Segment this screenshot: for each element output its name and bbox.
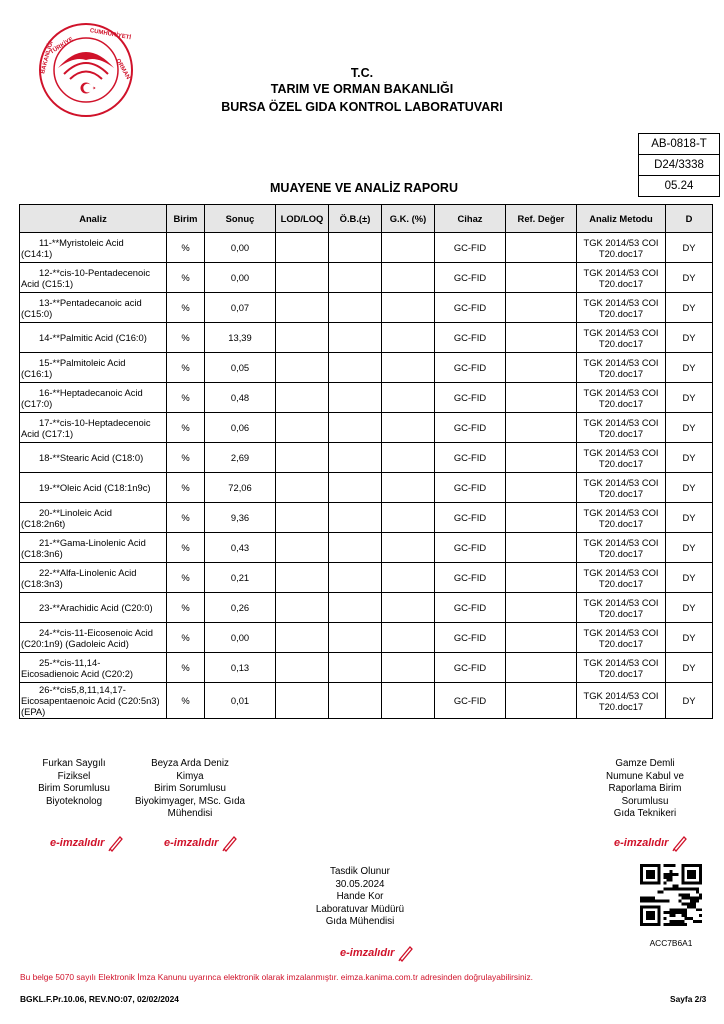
lod-loq-cell xyxy=(276,473,329,503)
recovery-cell xyxy=(382,533,435,563)
table-row xyxy=(20,473,713,503)
method-line2: T20.doc17 xyxy=(598,247,644,259)
method-line2: T20.doc17 xyxy=(598,577,644,589)
method-line1: TGK 2014/53 COI xyxy=(583,476,659,488)
analysis-name-line1: 22-**Alfa-Linolenic Acid xyxy=(39,566,137,578)
svg-text:ORMAN: ORMAN xyxy=(114,58,131,81)
recovery-cell xyxy=(382,443,435,473)
lod-loq-cell xyxy=(276,563,329,593)
result-cell: 2,69 xyxy=(205,443,276,473)
table-row xyxy=(20,413,713,443)
d-cell: DY xyxy=(666,353,713,383)
e-signature-mark: e-imzalıdır xyxy=(50,834,125,852)
device-cell: GC-FID xyxy=(435,563,506,593)
result-cell: 0,43 xyxy=(205,533,276,563)
device-cell: GC-FID xyxy=(435,263,506,293)
table-row xyxy=(20,233,713,263)
method-cell xyxy=(577,263,666,293)
method-line1: TGK 2014/53 COI xyxy=(583,266,659,278)
col-header-method: Analiz Metodu xyxy=(577,205,666,233)
d-cell: DY xyxy=(666,593,713,623)
method-line1: TGK 2014/53 COI xyxy=(583,626,659,638)
method-line2: T20.doc17 xyxy=(598,667,644,679)
uncertainty-cell xyxy=(329,653,382,683)
device-cell: GC-FID xyxy=(435,473,506,503)
uncertainty-cell xyxy=(329,383,382,413)
reference-cell xyxy=(506,533,577,563)
table-row xyxy=(20,653,713,683)
table-row xyxy=(20,323,713,353)
signer-unit: Kimya xyxy=(176,770,204,782)
method-line2: T20.doc17 xyxy=(598,277,644,289)
analysis-name-cell xyxy=(20,323,167,353)
unit-cell: % xyxy=(167,383,205,413)
recovery-cell xyxy=(382,623,435,653)
result-cell: 0,00 xyxy=(205,233,276,263)
svg-text:CUMHURİYETİ: CUMHURİYETİ xyxy=(89,28,132,42)
uncertainty-cell xyxy=(329,263,382,293)
col-header-d: D xyxy=(666,205,713,233)
method-cell xyxy=(577,503,666,533)
method-line2: T20.doc17 xyxy=(598,337,644,349)
lod-loq-cell xyxy=(276,653,329,683)
analysis-name-cell xyxy=(20,653,167,683)
reference-cell xyxy=(506,653,577,683)
analysis-name-cell xyxy=(20,473,167,503)
lod-loq-cell xyxy=(276,353,329,383)
col-header-reference: Ref. Değer xyxy=(506,205,577,233)
analysis-name-line1: 14-**Palmitic Acid (C16:0) xyxy=(39,332,147,343)
method-line2: T20.doc17 xyxy=(598,397,644,409)
signer-role-cont: Sorumlusu xyxy=(621,795,669,807)
analysis-name-line1: 13-**Pentadecanoic acid xyxy=(39,296,142,308)
recovery-cell xyxy=(382,473,435,503)
method-line2: T20.doc17 xyxy=(598,367,644,379)
unit-cell: % xyxy=(167,563,205,593)
verification-qr-code xyxy=(640,864,702,926)
recovery-cell xyxy=(382,653,435,683)
result-cell: 0,13 xyxy=(205,653,276,683)
recovery-cell xyxy=(382,383,435,413)
method-line1: TGK 2014/53 COI xyxy=(583,596,659,608)
analysis-name-cell xyxy=(20,263,167,293)
result-cell: 0,06 xyxy=(205,413,276,443)
method-line2: T20.doc17 xyxy=(598,307,644,319)
device-cell: GC-FID xyxy=(435,533,506,563)
method-cell xyxy=(577,233,666,263)
unit-cell: % xyxy=(167,503,205,533)
uncertainty-cell xyxy=(329,563,382,593)
lod-loq-cell xyxy=(276,263,329,293)
result-cell: 0,01 xyxy=(205,683,276,719)
approval-block xyxy=(290,866,430,929)
analysis-name-cell xyxy=(20,503,167,533)
d-cell: DY xyxy=(666,383,713,413)
recovery-cell xyxy=(382,263,435,293)
svg-text:BAKANLIĞI: BAKANLIĞI xyxy=(40,40,55,75)
recovery-cell xyxy=(382,683,435,719)
col-header-recovery: G.K. (%) xyxy=(382,205,435,233)
unit-cell: % xyxy=(167,353,205,383)
unit-cell: % xyxy=(167,593,205,623)
reference-cell xyxy=(506,623,577,653)
method-line2: T20.doc17 xyxy=(598,547,644,559)
table-row xyxy=(20,563,713,593)
analysis-name-line2: (C20:1n9) (Gadoleic Acid) xyxy=(21,637,129,649)
analysis-name-cell xyxy=(20,293,167,323)
device-cell: GC-FID xyxy=(435,413,506,443)
table-header-row xyxy=(20,205,713,233)
method-line1: TGK 2014/53 COI xyxy=(583,296,659,308)
header-tc: T.C. xyxy=(350,66,374,80)
report-title: MUAYENE VE ANALİZ RAPORU xyxy=(270,181,458,195)
accreditation-code: AB-0818-T xyxy=(639,134,719,155)
table-row xyxy=(20,443,713,473)
table-row xyxy=(20,503,713,533)
analysis-name-line2: (C16:1) xyxy=(21,367,53,379)
table-row xyxy=(20,683,713,719)
uncertainty-cell xyxy=(329,413,382,443)
lod-loq-cell xyxy=(276,383,329,413)
analysis-name-line1: 24-**cis-11-Eicosenoic Acid xyxy=(39,626,153,638)
table-row xyxy=(20,383,713,413)
method-line2: T20.doc17 xyxy=(598,427,644,439)
analysis-name-cell xyxy=(20,683,167,719)
unit-cell: % xyxy=(167,653,205,683)
analysis-name-cell xyxy=(20,593,167,623)
unit-cell: % xyxy=(167,293,205,323)
analysis-name-line2: (C18:2n6t) xyxy=(21,517,66,529)
analysis-name-line1: 16-**Heptadecanoic Acid xyxy=(39,386,143,398)
method-line2: T20.doc17 xyxy=(598,637,644,649)
unit-cell: % xyxy=(167,683,205,719)
method-line1: TGK 2014/53 COI xyxy=(583,536,659,548)
col-header-lod-loq: LOD/LOQ xyxy=(276,205,329,233)
signature-block-chemistry xyxy=(130,758,250,821)
recovery-cell xyxy=(382,353,435,383)
lod-loq-cell xyxy=(276,593,329,623)
reference-cell xyxy=(506,683,577,719)
analysis-name-line2: (C15:0) xyxy=(21,307,53,319)
method-cell xyxy=(577,443,666,473)
recovery-cell xyxy=(382,413,435,443)
unit-cell: % xyxy=(167,263,205,293)
d-cell: DY xyxy=(666,563,713,593)
lod-loq-cell xyxy=(276,293,329,323)
device-cell: GC-FID xyxy=(435,233,506,263)
analysis-name-cell xyxy=(20,563,167,593)
analysis-name-line2: (C18:3n6) xyxy=(21,547,63,559)
d-cell: DY xyxy=(666,323,713,353)
analysis-name-cell xyxy=(20,383,167,413)
form-code: BGKL.F.Pr.10.06, REV.NO:07, 02/02/2024 xyxy=(20,994,179,1004)
svg-text:TÜRKİYE: TÜRKİYE xyxy=(49,36,75,56)
pen-icon xyxy=(671,834,689,852)
table-row xyxy=(20,593,713,623)
analysis-name-line2: Eicosapentaenoic Acid (C20:5n3) xyxy=(21,695,160,706)
col-header-unit: Birim xyxy=(167,205,205,233)
recovery-cell xyxy=(382,593,435,623)
header-laboratory: BURSA ÖZEL GIDA KONTROL LABORATUVARI xyxy=(221,100,503,114)
method-line1: TGK 2014/53 COI xyxy=(583,416,659,428)
method-line1: TGK 2014/53 COI xyxy=(583,689,659,701)
signer-name: Furkan Saygılı xyxy=(42,758,106,769)
signer-unit: Fiziksel xyxy=(57,770,91,782)
analysis-name-cell xyxy=(20,353,167,383)
unit-cell: % xyxy=(167,233,205,263)
analysis-name-line1: 11-**Myristoleic Acid xyxy=(39,236,124,248)
col-header-uncertainty: Ö.B.(±) xyxy=(329,205,382,233)
approver-name: Hande Kor xyxy=(336,891,384,902)
method-line1: TGK 2014/53 COI xyxy=(583,236,659,248)
signer-title-cont: Mühendisi xyxy=(167,808,213,819)
reference-cell xyxy=(506,383,577,413)
signer-title: Gıda Teknikeri xyxy=(613,808,677,819)
analysis-name-cell xyxy=(20,623,167,653)
device-cell: GC-FID xyxy=(435,593,506,623)
report-date-code: 05.24 xyxy=(664,180,694,192)
signer-title: Biyokimyager, MSc. Gıda xyxy=(135,795,245,807)
uncertainty-cell xyxy=(329,533,382,563)
unit-cell: % xyxy=(167,413,205,443)
result-cell: 0,48 xyxy=(205,383,276,413)
reference-cell xyxy=(506,353,577,383)
method-line1: TGK 2014/53 COI xyxy=(583,386,659,398)
approver-role: Laboratuvar Müdürü xyxy=(315,903,405,915)
reference-cell xyxy=(506,233,577,263)
uncertainty-cell xyxy=(329,293,382,323)
pen-icon xyxy=(397,944,415,962)
lod-loq-cell xyxy=(276,413,329,443)
device-cell: GC-FID xyxy=(435,623,506,653)
analysis-name-line2: Eicosadienoic Acid (C20:2) xyxy=(21,667,134,679)
device-cell: GC-FID xyxy=(435,383,506,413)
analysis-name-line1: 19-**Oleic Acid (C18:1n9c) xyxy=(39,482,151,493)
method-cell xyxy=(577,563,666,593)
approver-title: Gıda Mühendisi xyxy=(325,916,395,927)
header-ministry: TARIM VE ORMAN BAKANLIĞI xyxy=(270,82,454,96)
signer-role: Birim Sorumlusu xyxy=(38,783,110,794)
analysis-name-line1: 25-**cis-11,14- xyxy=(39,656,101,668)
method-cell xyxy=(577,413,666,443)
lod-loq-cell xyxy=(276,683,329,719)
result-cell: 0,26 xyxy=(205,593,276,623)
device-cell: GC-FID xyxy=(435,353,506,383)
method-line1: TGK 2014/53 COI xyxy=(583,566,659,578)
method-cell xyxy=(577,323,666,353)
analysis-name-line1: 17-**cis-10-Heptadecenoic xyxy=(39,416,151,428)
analysis-name-cell xyxy=(20,533,167,563)
analysis-name-line1: 26-**cis5,8,11,14,17- xyxy=(39,684,126,695)
analysis-name-line1: 12-**cis-10-Pentadecenoic xyxy=(39,266,151,278)
signature-block-physical xyxy=(18,758,130,808)
d-cell: DY xyxy=(666,533,713,563)
method-line2: T20.doc17 xyxy=(598,487,644,499)
method-cell xyxy=(577,653,666,683)
reference-cell xyxy=(506,503,577,533)
reference-cell xyxy=(506,593,577,623)
col-header-result: Sonuç xyxy=(205,205,276,233)
result-cell: 0,00 xyxy=(205,263,276,293)
table-row xyxy=(20,533,713,563)
e-signature-mark: e-imzalıdır xyxy=(164,834,239,852)
device-cell: GC-FID xyxy=(435,503,506,533)
signer-unit: Numune Kabul ve xyxy=(606,770,684,782)
result-cell: 0,00 xyxy=(205,623,276,653)
table-row xyxy=(20,623,713,653)
recovery-cell xyxy=(382,233,435,263)
method-line1: TGK 2014/53 COI xyxy=(583,326,659,338)
document-code-box xyxy=(638,133,720,197)
recovery-cell xyxy=(382,503,435,533)
col-header-device: Cihaz xyxy=(435,205,506,233)
method-line2: T20.doc17 xyxy=(598,700,644,712)
analysis-name-cell xyxy=(20,413,167,443)
signer-name: Gamze Demli xyxy=(615,758,675,769)
analysis-name-line2: (C18:3n3) xyxy=(21,577,63,589)
signer-role: Birim Sorumlusu xyxy=(154,783,226,794)
col-header-analysis: Analiz xyxy=(20,205,167,233)
unit-cell: % xyxy=(167,623,205,653)
approval-label: Tasdik Olunur xyxy=(330,866,390,877)
method-cell xyxy=(577,623,666,653)
d-cell: DY xyxy=(666,293,713,323)
method-line2: T20.doc17 xyxy=(598,457,644,469)
e-signature-mark: e-imzalıdır xyxy=(614,834,689,852)
table-row xyxy=(20,293,713,323)
analysis-name-line2: Acid (C17:1) xyxy=(21,427,74,439)
device-cell: GC-FID xyxy=(435,653,506,683)
unit-cell: % xyxy=(167,323,205,353)
d-cell: DY xyxy=(666,413,713,443)
uncertainty-cell xyxy=(329,473,382,503)
method-cell xyxy=(577,383,666,413)
device-cell: GC-FID xyxy=(435,293,506,323)
analysis-name-line1: 18-**Stearic Acid (C18:0) xyxy=(39,452,144,463)
uncertainty-cell xyxy=(329,623,382,653)
method-line1: TGK 2014/53 COI xyxy=(583,656,659,668)
report-number: D24/3338 xyxy=(639,155,719,176)
method-cell xyxy=(577,533,666,563)
reference-cell xyxy=(506,563,577,593)
uncertainty-cell xyxy=(329,323,382,353)
method-cell xyxy=(577,683,666,719)
analysis-name-line1: 15-**Palmitoleic Acid xyxy=(39,356,126,368)
reference-cell xyxy=(506,293,577,323)
recovery-cell xyxy=(382,323,435,353)
method-line2: T20.doc17 xyxy=(598,517,644,529)
analysis-name-line1: 21-**Gama-Linolenic Acid xyxy=(39,536,146,548)
analysis-name-line3: (EPA) xyxy=(21,706,46,717)
lod-loq-cell xyxy=(276,443,329,473)
pen-icon xyxy=(107,834,125,852)
d-cell: DY xyxy=(666,443,713,473)
unit-cell: % xyxy=(167,533,205,563)
table-row xyxy=(20,263,713,293)
method-line1: TGK 2014/53 COI xyxy=(583,446,659,458)
device-cell: GC-FID xyxy=(435,323,506,353)
recovery-cell xyxy=(382,563,435,593)
method-cell xyxy=(577,353,666,383)
unit-cell: % xyxy=(167,473,205,503)
page-number: Sayfa 2/3 xyxy=(670,994,707,1004)
uncertainty-cell xyxy=(329,683,382,719)
unit-cell: % xyxy=(167,443,205,473)
result-cell: 13,39 xyxy=(205,323,276,353)
uncertainty-cell xyxy=(329,593,382,623)
reference-cell xyxy=(506,473,577,503)
d-cell: DY xyxy=(666,503,713,533)
d-cell: DY xyxy=(666,473,713,503)
result-cell: 0,21 xyxy=(205,563,276,593)
method-cell xyxy=(577,593,666,623)
method-cell xyxy=(577,293,666,323)
e-signature-footnote: Bu belge 5070 sayılı Elektronik İmza Kanunu uyarınca elektronik olarak imzalanmıştır. eimza.kanima.com.tr adresinden doğrulayabilirsiniz. xyxy=(20,972,533,982)
reference-cell xyxy=(506,263,577,293)
lod-loq-cell xyxy=(276,533,329,563)
lod-loq-cell xyxy=(276,503,329,533)
reference-cell xyxy=(506,443,577,473)
result-cell: 9,36 xyxy=(205,503,276,533)
method-line1: TGK 2014/53 COI xyxy=(583,506,659,518)
result-cell: 0,05 xyxy=(205,353,276,383)
signer-title: Biyoteknolog xyxy=(45,795,103,807)
e-signature-mark: e-imzalıdır xyxy=(340,944,415,962)
device-cell: GC-FID xyxy=(435,683,506,719)
method-line2: T20.doc17 xyxy=(598,607,644,619)
recovery-cell xyxy=(382,293,435,323)
method-line1: TGK 2014/53 COI xyxy=(583,356,659,368)
reference-cell xyxy=(506,413,577,443)
uncertainty-cell xyxy=(329,353,382,383)
lod-loq-cell xyxy=(276,233,329,263)
signer-name: Beyza Arda Deniz xyxy=(151,758,229,769)
signer-role: Raporlama Birim xyxy=(608,783,682,794)
d-cell: DY xyxy=(666,623,713,653)
analysis-name-line2: (C17:0) xyxy=(21,397,53,409)
uncertainty-cell xyxy=(329,503,382,533)
table-row xyxy=(20,353,713,383)
d-cell: DY xyxy=(666,233,713,263)
uncertainty-cell xyxy=(329,233,382,263)
d-cell: DY xyxy=(666,653,713,683)
result-cell: 0,07 xyxy=(205,293,276,323)
analysis-name-line1: 23-**Arachidic Acid (C20:0) xyxy=(39,602,153,613)
analysis-name-cell xyxy=(20,443,167,473)
reference-cell xyxy=(506,323,577,353)
result-cell: 72,06 xyxy=(205,473,276,503)
pen-icon xyxy=(221,834,239,852)
d-cell: DY xyxy=(666,683,713,719)
lod-loq-cell xyxy=(276,323,329,353)
analysis-name-line2: (C14:1) xyxy=(21,247,53,259)
verification-code: ACC7B6A1 xyxy=(649,938,693,948)
analysis-name-line2: Acid (C15:1) xyxy=(21,277,74,289)
lod-loq-cell xyxy=(276,623,329,653)
uncertainty-cell xyxy=(329,443,382,473)
signature-block-sample-acceptance xyxy=(586,758,704,821)
analysis-name-line1: 20-**Linoleic Acid xyxy=(39,506,112,518)
analysis-results-table xyxy=(19,204,713,719)
analysis-name-cell xyxy=(20,233,167,263)
d-cell: DY xyxy=(666,263,713,293)
method-cell xyxy=(577,473,666,503)
approval-date: 30.05.2024 xyxy=(335,878,385,890)
device-cell: GC-FID xyxy=(435,443,506,473)
